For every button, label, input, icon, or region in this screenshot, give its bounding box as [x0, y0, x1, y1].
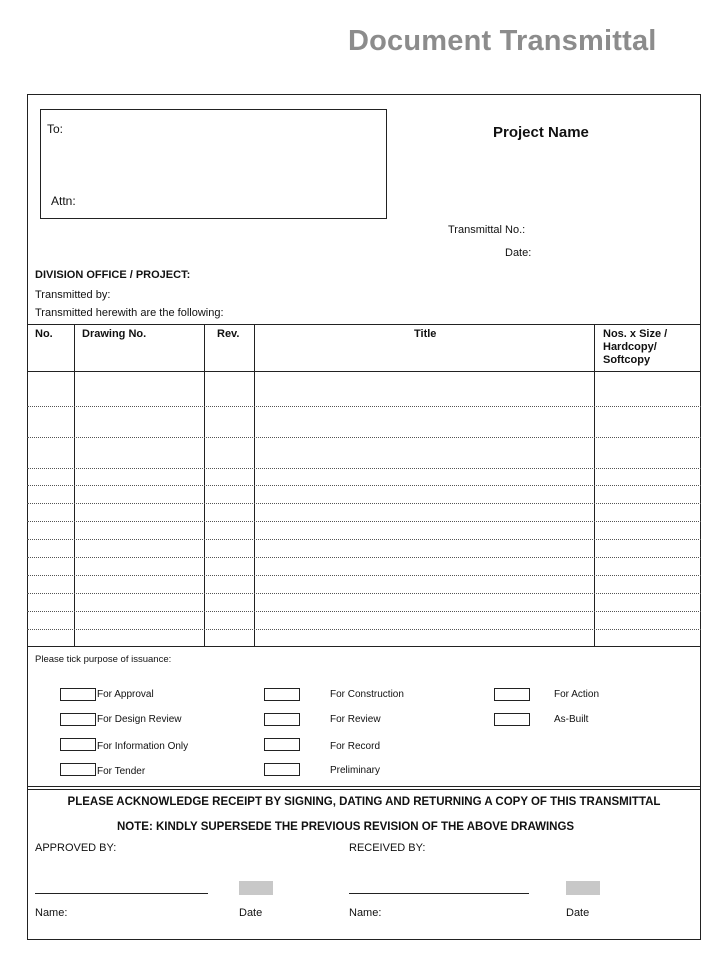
option-information-only: For Information Only — [97, 741, 189, 752]
table-row[interactable] — [27, 575, 701, 576]
header-nos-line: Hardcopy/ — [603, 341, 657, 353]
section-divider — [27, 789, 701, 790]
transmittal-no-label: Transmittal No.: — [448, 224, 526, 236]
purpose-label: Please tick purpose of issuance: — [35, 654, 172, 665]
received-date-label: Date — [566, 907, 590, 919]
transmitted-by-label: Transmitted by: — [35, 289, 111, 301]
header-no: No. — [35, 328, 53, 340]
project-name: Project Name — [493, 124, 589, 141]
table-row[interactable] — [27, 521, 701, 522]
checkbox-as-built[interactable] — [494, 713, 530, 726]
header-rev: Rev. — [217, 328, 240, 340]
checkbox-tender[interactable] — [60, 763, 96, 776]
checkbox-approval[interactable] — [60, 688, 96, 701]
checkbox-review[interactable] — [264, 713, 300, 726]
table-row[interactable] — [27, 406, 701, 407]
received-name-label: Name: — [349, 907, 382, 919]
option-design-review: For Design Review — [97, 714, 182, 725]
division-label: DIVISION OFFICE / PROJECT: — [35, 269, 191, 281]
header-drawing-no: Drawing No. — [82, 328, 147, 340]
document-title: Document Transmittal — [348, 25, 657, 57]
herewith-label: Transmitted herewith are the following: — [35, 307, 224, 319]
checkbox-preliminary[interactable] — [264, 763, 300, 776]
table-row[interactable] — [27, 468, 701, 469]
table-row[interactable] — [27, 437, 701, 438]
table-row[interactable] — [27, 539, 701, 540]
option-record: For Record — [330, 741, 381, 752]
checkbox-record[interactable] — [264, 738, 300, 751]
header-title: Title — [414, 328, 437, 340]
header-nos-line: Softcopy — [603, 354, 651, 366]
section-divider — [27, 786, 701, 787]
table-bottom-border — [27, 646, 701, 647]
note-text: NOTE: KINDLY SUPERSEDE THE PREVIOUS REVISION OF THE ABOVE DRAWINGS — [117, 821, 575, 833]
approved-by-label: APPROVED BY: — [35, 842, 117, 854]
option-approval: For Approval — [97, 689, 154, 700]
table-row[interactable] — [27, 629, 701, 630]
header-nos-line: Nos. x Size / — [603, 328, 668, 340]
address-box[interactable] — [40, 109, 387, 219]
approved-date-box[interactable] — [239, 881, 273, 895]
option-construction: For Construction — [330, 689, 404, 700]
header-nos-size — [603, 328, 667, 367]
option-as-built: As-Built — [554, 714, 589, 725]
to-label: To: — [47, 122, 64, 136]
acknowledge-text: PLEASE ACKNOWLEDGE RECEIPT BY SIGNING, DATING AND RETURNING A COPY OF THIS TRANSMITTAL — [67, 796, 661, 808]
table-row[interactable] — [27, 557, 701, 558]
option-tender: For Tender — [97, 766, 146, 777]
checkbox-construction[interactable] — [264, 688, 300, 701]
received-date-box[interactable] — [566, 881, 600, 895]
option-action: For Action — [554, 689, 600, 700]
checkbox-action[interactable] — [494, 688, 530, 701]
approved-name-label: Name: — [35, 907, 68, 919]
option-preliminary: Preliminary — [330, 765, 381, 776]
received-signature-line[interactable] — [349, 893, 529, 894]
received-by-label: RECEIVED BY: — [349, 842, 426, 854]
table-row[interactable] — [27, 593, 701, 594]
option-review: For Review — [330, 714, 381, 725]
checkbox-design-review[interactable] — [60, 713, 96, 726]
checkbox-information-only[interactable] — [60, 738, 96, 751]
form-frame — [27, 94, 701, 940]
table-row[interactable] — [27, 611, 701, 612]
approved-signature-line[interactable] — [35, 893, 208, 894]
approved-date-label: Date — [239, 907, 263, 919]
date-label: Date: — [505, 247, 532, 259]
attn-label: Attn: — [51, 194, 76, 208]
table-row[interactable] — [27, 485, 701, 486]
table-row[interactable] — [27, 503, 701, 504]
